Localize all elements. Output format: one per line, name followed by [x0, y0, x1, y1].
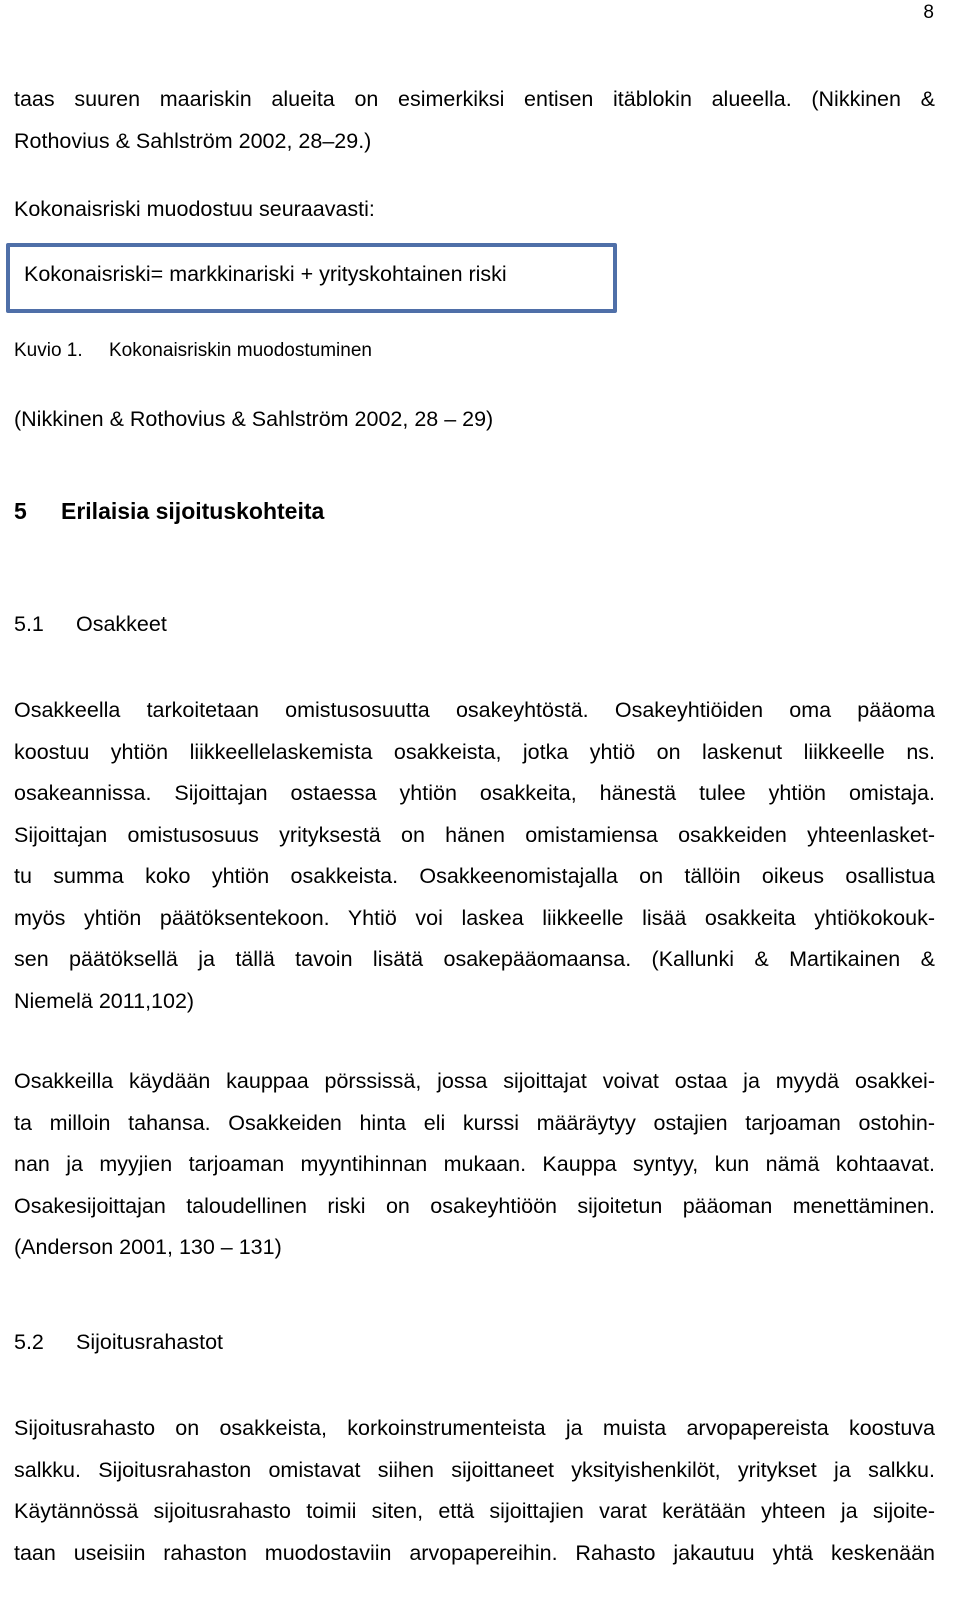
formula-text: Kokonaisriski= markkinariski + yrityskohtainen riski [24, 262, 507, 286]
text-line: Niemelä 2011,102) [14, 988, 195, 1013]
osakkeet-paragraph-2 [14, 1061, 935, 1269]
formula-intro: Kokonaisriski muodostuu seuraavasti: [14, 197, 375, 221]
text-line: (Anderson 2001, 130 – 131) [14, 1235, 282, 1259]
section-heading-5-2 [14, 1330, 223, 1355]
page-number: 8 [923, 2, 934, 23]
section-title: Sijoitusrahastot [76, 1330, 223, 1354]
text-line: taan useisiin rahaston muodostaviin arvopapereihin. Rahasto jakautuu yhtä keskenään [14, 1540, 935, 1565]
figure-caption [14, 340, 372, 362]
text-line: tu summa koko yhtiön osakkeista. Osakkeenomistajalla on tällöin oikeus osallistua [14, 864, 935, 888]
osakkeet-paragraph-1 [14, 690, 935, 1022]
text-line: Osakesijoittajan taloudellinen riski on osakeyhtiöön sijoitetun pääoman menettäminen. [14, 1193, 935, 1218]
section-title: Erilaisia sijoituskohteita [61, 498, 325, 524]
text-line: Rothovius & Sahlström 2002, 28–29.) [14, 128, 372, 153]
text-line: koostuu yhtiön liikkeellelaskemista osakkeista, jotka yhtiö on laskenut liikkeelle ns. [14, 739, 935, 764]
sijoitusrahastot-paragraph-1 [14, 1408, 935, 1574]
text-line: Sijoitusrahasto on osakkeista, korkoinstrumenteista ja muista arvopapereista koostuva [14, 1416, 935, 1440]
text-line: ta milloin tahansa. Osakkeiden hinta eli kurssi määräytyy ostajien tarjoaman ostohin- [14, 1110, 935, 1135]
figure-caption-title: Kokonaisriskin muodostuminen [109, 340, 372, 361]
section-number: 5.1 [14, 612, 44, 636]
text-line: myös yhtiön päätöksentekoon. Yhtiö voi laskea liikkeelle lisää osakkeita yhtiökokouk- [14, 905, 935, 930]
text-line: Osakkeilla käydään kauppaa pörssissä, jossa sijoittajat voivat ostaa ja myydä osakkei- [14, 1069, 935, 1093]
intro-paragraph [14, 79, 935, 162]
text-line: Käytännössä sijoitusrahasto toimii siten, että sijoittajien varat kerätään yhteen ja sijoite- [14, 1499, 935, 1523]
text-line: salkku. Sijoitusrahaston omistavat siihen sijoittaneet yksityishenkilöt, yritykset ja salkku. [14, 1457, 935, 1482]
text-line: Osakkeella tarkoitetaan omistusosuutta osakeyhtöstä. Osakeyhtiöiden oma pääoma [14, 698, 935, 722]
text-line: Sijoittajan omistusosuus yrityksestä on hänen omistamiensa osakkeiden yhteenlasket- [14, 822, 935, 847]
section-number: 5 [14, 498, 27, 524]
text-line: taas suuren maariskin alueita on esimerkiksi entisen itäblokin alueella. (Nikkinen & [14, 87, 935, 111]
text-line: nan ja myyjien tarjoaman myyntihinnan mukaan. Kauppa syntyy, kun nämä kohtaavat. [14, 1152, 935, 1176]
text-line: sen päätöksellä ja tällä tavoin lisätä osakepääomaansa. (Kallunki & Martikainen & [14, 947, 935, 971]
section-title: Osakkeet [76, 612, 167, 636]
figure-caption-number: Kuvio 1. [14, 340, 83, 361]
section-heading-5-1 [14, 612, 167, 637]
text-line: osakeannissa. Sijoittajan ostaessa yhtiön osakkeita, hänestä tulee yhtiön omistaja. [14, 781, 935, 805]
formula-box [6, 243, 617, 313]
section-heading-5 [14, 498, 324, 525]
figure-source: (Nikkinen & Rothovius & Sahlström 2002, 28 – 29) [14, 407, 494, 431]
section-number: 5.2 [14, 1330, 44, 1354]
